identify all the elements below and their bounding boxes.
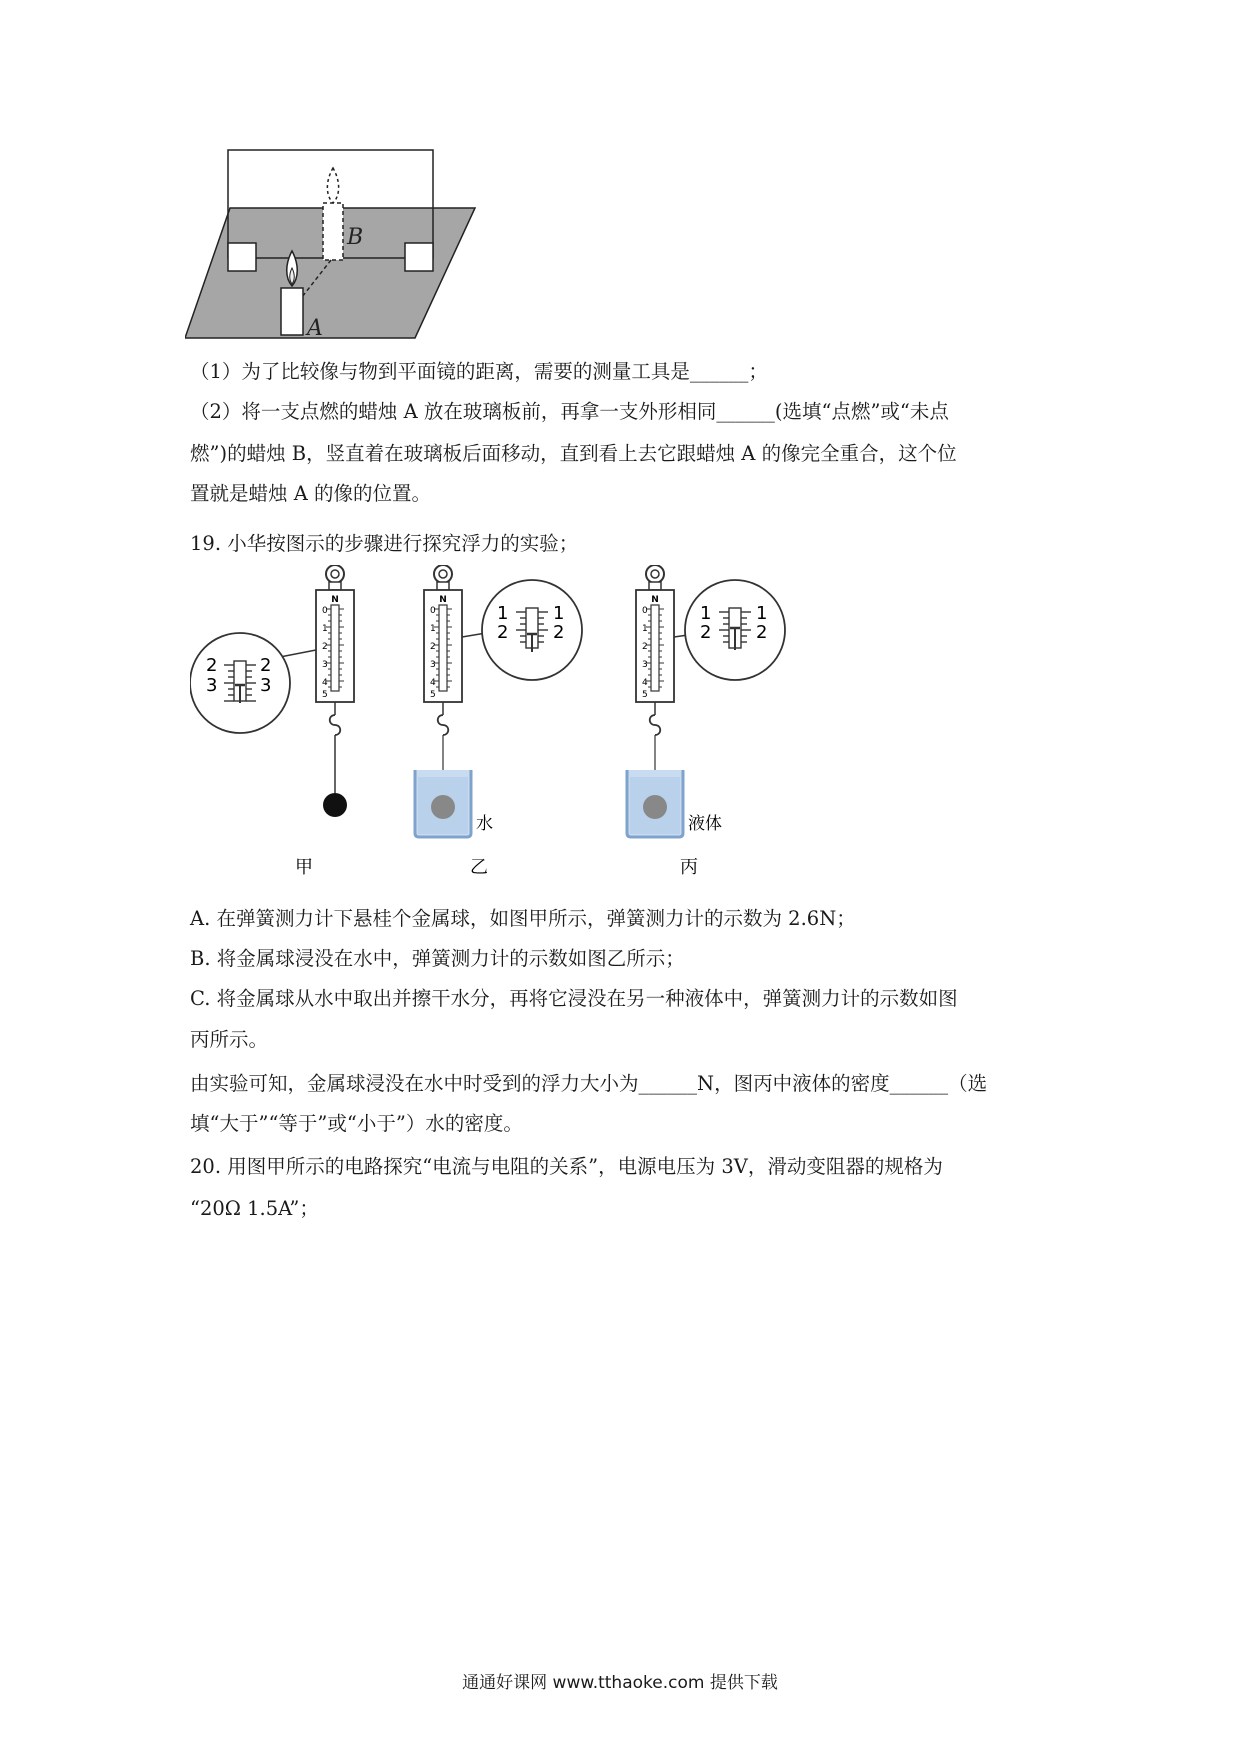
zoom-tick-bing-right-1: 2: [756, 622, 768, 643]
page-footer: 通通好课网 www.tthaoke.com 提供下载: [462, 1673, 778, 1693]
tick-label-jia-2: 2: [322, 642, 328, 652]
tick-label-yi-2: 2: [430, 642, 436, 652]
figure-label-bing: 丙: [680, 857, 698, 878]
q19-step-c-line1: C. 将金属球从水中取出并擦干水分，再将它浸没在另一种液体中，弹簧测力计的示数如图: [190, 987, 958, 1010]
metal-ball-yi: [431, 795, 455, 819]
tick-label-jia-1: 1: [322, 624, 328, 634]
figure-label-jia: 甲: [295, 857, 313, 878]
support-block-left: [228, 243, 256, 271]
zoom-tick-bing-left-1: 2: [700, 622, 712, 643]
tick-label-bing-4: 4: [642, 678, 648, 688]
tick-label-bing-2: 2: [642, 642, 648, 652]
label-a: A: [307, 316, 323, 341]
q20-line2: “20Ω 1.5A”；: [190, 1197, 319, 1220]
zoom-tick-jia-left-0: 2: [206, 655, 218, 676]
spring-scale-bing: [627, 565, 785, 878]
q19-step-c-line2: 丙所示。: [190, 1028, 269, 1051]
zoom-tick-yi-left-0: 1: [497, 603, 509, 624]
buoyancy-figure: [190, 565, 810, 885]
zoom-tick-jia-right-1: 3: [260, 675, 272, 696]
q19-step-a: A. 在弹簧测力计下悬桂个金属球，如图甲所示，弹簧测力计的示数为 2.6N；: [190, 907, 856, 930]
q18-part2-line3: 置就是蜡烛 A 的像的位置。: [190, 482, 431, 505]
tick-label-jia-3: 3: [322, 660, 328, 670]
tick-label-bing-5: 5: [642, 690, 648, 700]
q18-part2-line1: （2）将一支点燃的蜡烛 A 放在玻璃板前，再拿一支外形相同______(选填“点燃”或“未点: [190, 400, 949, 423]
q18-part1: （1）为了比较像与物到平面镜的距离，需要的测量工具是______；: [190, 360, 768, 383]
tick-label-yi-4: 4: [430, 678, 436, 688]
zoom-tick-jia-right-0: 2: [260, 655, 272, 676]
candle-a: [281, 288, 303, 335]
figure-label-yi: 乙: [470, 857, 488, 878]
tick-label-jia-5: 5: [322, 690, 328, 700]
spring-scale-jia: [190, 565, 354, 878]
liquid-label-bing: 液体: [688, 814, 722, 834]
candle-b: [323, 203, 343, 260]
candle-a-flame-core: [290, 268, 295, 284]
q19-stem: 19. 小华按图示的步骤进行探究浮力的实验；: [190, 532, 579, 555]
spring-scale-yi: [415, 565, 582, 878]
tick-label-jia-4: 4: [322, 678, 328, 688]
scale-unit-bing: N: [651, 595, 659, 605]
zoom-tick-jia-left-1: 3: [206, 675, 218, 696]
zoom-tick-yi-right-0: 1: [553, 603, 565, 624]
scale-unit-yi: N: [439, 595, 447, 605]
tick-label-yi-5: 5: [430, 690, 436, 700]
tick-label-bing-1: 1: [642, 624, 648, 634]
tick-label-jia-0: 0: [322, 606, 328, 616]
q20-line1: 20. 用图甲所示的电路探究“电流与电阻的关系”，电源电压为 3V，滑动变阻器的规格为: [190, 1155, 943, 1178]
tick-label-bing-0: 0: [642, 606, 648, 616]
liquid-label-yi: 水: [476, 814, 493, 834]
candle-b-flame: [327, 168, 338, 203]
label-b: B: [347, 225, 364, 250]
q19-step-b: B. 将金属球浸没在水中，弹簧测力计的示数如图乙所示；: [190, 947, 685, 970]
tick-label-yi-0: 0: [430, 606, 436, 616]
zoom-tick-yi-right-1: 2: [553, 622, 565, 643]
scale-unit-jia: N: [331, 595, 339, 605]
q18-part2-line2: 燃”)的蜡烛 B，竖直着在玻璃板后面移动，直到看上去它跟蜡烛 A 的像完全重合，这个位: [190, 442, 957, 465]
q19-conclusion-line1: 由实验可知，金属球浸没在水中时受到的浮力大小为______N，图丙中液体的密度______（选: [190, 1072, 988, 1095]
support-block-right: [405, 243, 433, 271]
zoom-tick-bing-left-0: 1: [700, 603, 712, 624]
plane-mirror-figure: [185, 148, 485, 343]
tick-label-yi-1: 1: [430, 624, 436, 634]
zoom-tick-yi-left-1: 2: [497, 622, 509, 643]
zoom-tick-bing-right-0: 1: [756, 603, 768, 624]
metal-ball-bing: [643, 795, 667, 819]
tick-label-yi-3: 3: [430, 660, 436, 670]
q19-conclusion-line2: 填“大于”“等于”或“小于”）水的密度。: [190, 1112, 523, 1135]
tick-label-bing-3: 3: [642, 660, 648, 670]
metal-ball-jia: [323, 793, 347, 817]
